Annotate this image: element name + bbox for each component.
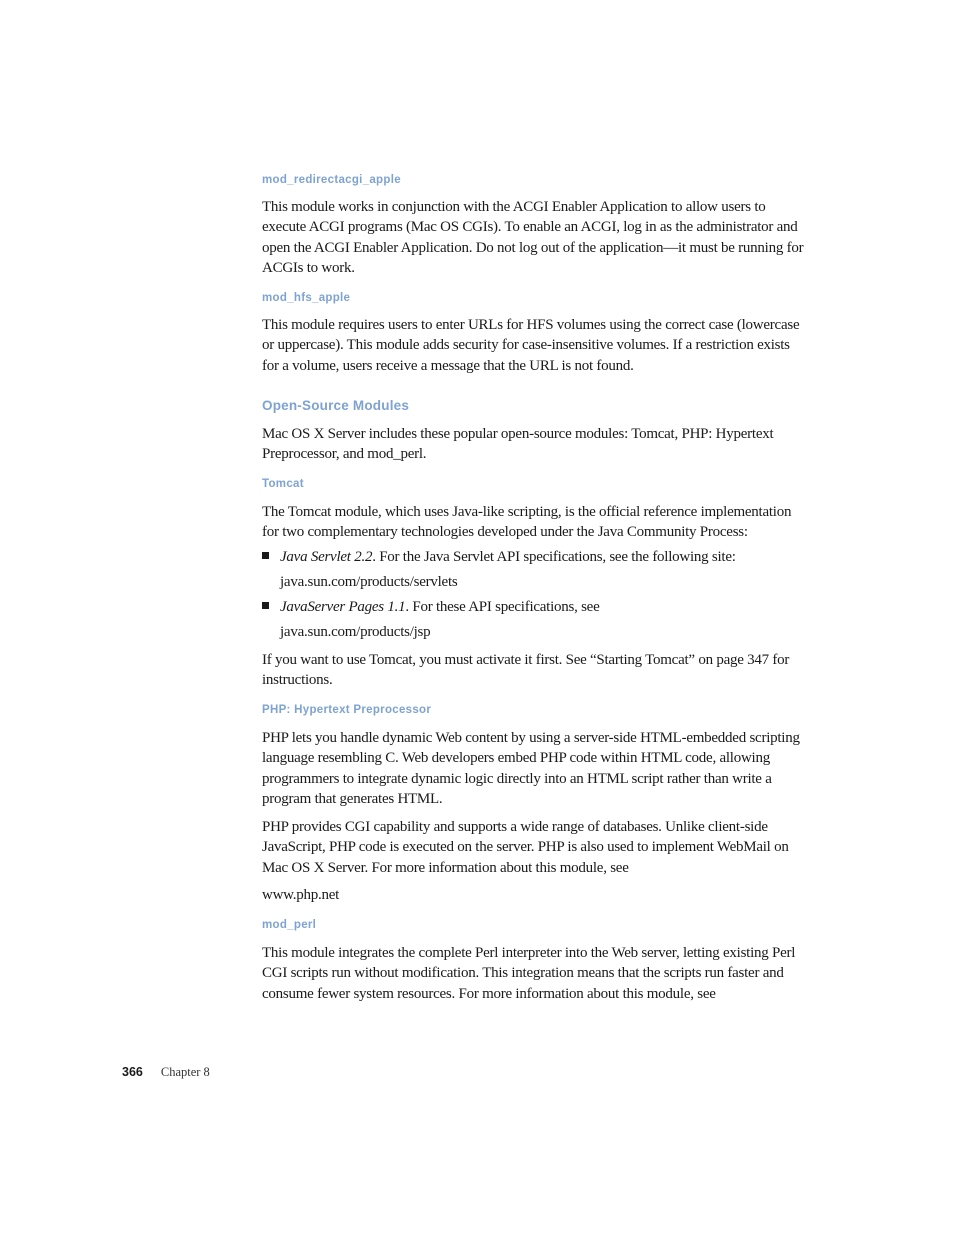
paragraph-php-2: PHP provides CGI capability and supports a wide range of databases. Unlike client-side JavaScript, PHP code is executed on the server. PHP is also used to implement WebMail on Mac OS X Server. For more information about this module, see [262, 819, 789, 876]
heading-tomcat: Tomcat [262, 478, 304, 490]
paragraph-php-1: PHP lets you handle dynamic Web content by using a server-side HTML-embedded scripting language resembling C. Web developers embed PHP code within HTML code, allowing programmers to integrate dynamic logic directly into an HTML script rather than write a program that generates HTML. [262, 730, 800, 807]
paragraph-open-source-modules: Mac OS X Server includes these popular open-source modules: Tomcat, PHP: Hypertext Preprocessor, and mod_perl. [262, 426, 774, 463]
chapter-label: Chapter 8 [160, 1065, 210, 1079]
bullet-title: JavaServer Pages 1.1 [280, 599, 406, 615]
bullet-square-icon [262, 602, 269, 609]
page-number: 366 [122, 1065, 143, 1079]
paragraph-mod-hfs-apple: This module requires users to enter URLs for HFS volumes using the correct case (lowercase or uppercase). This module adds security for case-insensitive volumes. If a restriction exists for a volume, users receive a message that the URL is not found. [262, 317, 800, 374]
heading-mod-redirectacgi-apple: mod_redirectacgi_apple [262, 174, 401, 186]
bullet-text: . For these API specifications, see [405, 599, 600, 615]
bullet-javaserver-pages [262, 597, 807, 617]
heading-php: PHP: Hypertext Preprocessor [262, 704, 432, 716]
bullet-title: Java Servlet 2.2 [280, 549, 373, 565]
paragraph-tomcat-outro: If you want to use Tomcat, you must activate it first. See “Starting Tomcat” on page 347 for instructions. [262, 652, 790, 689]
paragraph-mod-redirectacgi-apple: This module works in conjunction with the ACGI Enabler Application to allow users to execute ACGI programs (Mac OS CGIs). To enable an ACGI, log in as the administrator and open the ACGI Enabler Application. Do not log out of the application—it must be running for ACGIs to work. [262, 199, 804, 276]
bullet-text: . For the Java Servlet API specifications, see the following site: [372, 549, 736, 565]
bullet-square-icon [262, 552, 269, 559]
heading-mod-hfs-apple: mod_hfs_apple [262, 292, 351, 304]
heading-mod-perl: mod_perl [262, 919, 317, 931]
url-servlets: java.sun.com/products/servlets [280, 574, 458, 590]
heading-open-source-modules: Open-Source Modules [262, 398, 410, 413]
page-footer [122, 1063, 210, 1081]
paragraph-mod-perl: This module integrates the complete Perl interpreter into the Web server, letting existing Perl CGI scripts run without modification. This integration means that the scripts run faster and consume fewer system resources. For more information about this module, see [262, 945, 796, 1002]
url-jsp: java.sun.com/products/jsp [280, 624, 431, 640]
bullet-java-servlet [262, 547, 807, 567]
paragraph-tomcat-intro: The Tomcat module, which uses Java-like scripting, is the official reference implementation for two complementary technologies developed under the Java Community Process: [262, 504, 792, 541]
url-php: www.php.net [262, 887, 340, 903]
